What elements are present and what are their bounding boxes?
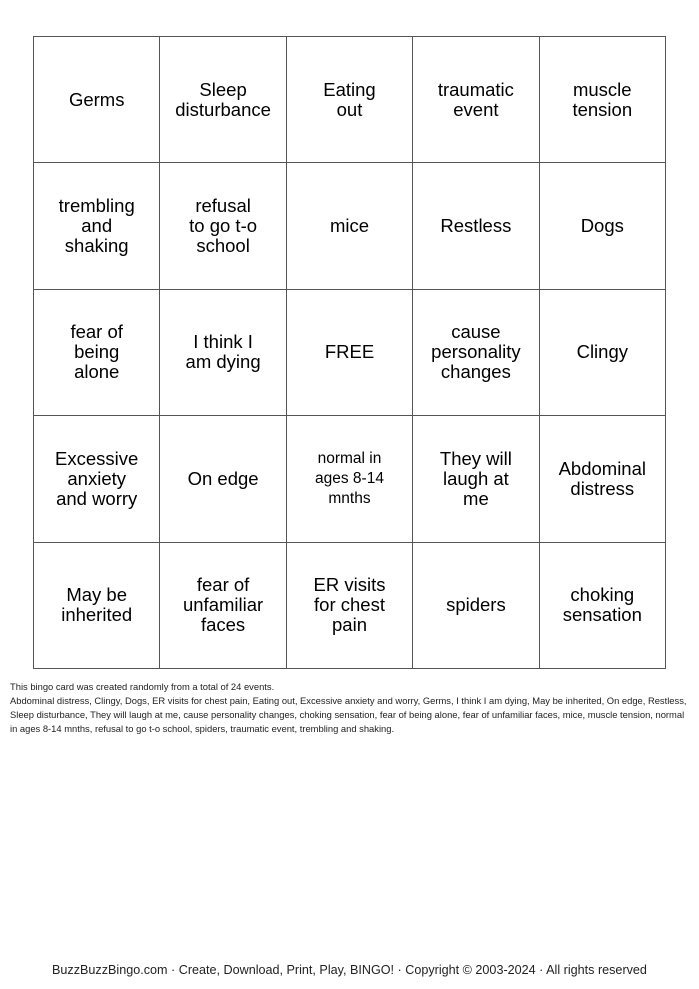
- bingo-cell: normal in ages 8-14 mnths: [287, 416, 413, 542]
- bingo-cell: I think I am dying: [160, 290, 286, 416]
- bingo-free-cell: FREE: [287, 290, 413, 416]
- bingo-cell: Excessive anxiety and worry: [34, 416, 160, 542]
- bingo-cell: Abdominal distress: [540, 416, 666, 542]
- bingo-cell: cause personality changes: [413, 290, 539, 416]
- bingo-cell: refusal to go t-o school: [160, 163, 286, 289]
- bingo-cell: Sleep disturbance: [160, 37, 286, 163]
- bingo-cell: Eating out: [287, 37, 413, 163]
- bingo-cell: mice: [287, 163, 413, 289]
- bingo-cell: Clingy: [540, 290, 666, 416]
- bingo-cell: fear of unfamiliar faces: [160, 543, 286, 669]
- note-event-list: Abdominal distress, Clingy, Dogs, ER visits for chest pain, Eating out, Excessive anxiety and worry, Germs, I think I am dying, May be inherited, On edge, Restless, Sleep disturbance, They will laugh at me, cause personality changes, choking sensation, fear of being alone, fear of unfamiliar faces, mice, muscle tension, normal in ages 8-14 mnths, refusal to go t-o school, spiders, traumatic event, trembling and shaking.: [10, 695, 687, 734]
- bingo-cell: Dogs: [540, 163, 666, 289]
- bingo-cell: choking sensation: [540, 543, 666, 669]
- bingo-cell: Germs: [34, 37, 160, 163]
- bingo-cell: fear of being alone: [34, 290, 160, 416]
- bingo-cell: On edge: [160, 416, 286, 542]
- bingo-cell: May be inherited: [34, 543, 160, 669]
- bingo-cell: muscle tension: [540, 37, 666, 163]
- bingo-cell: They will laugh at me: [413, 416, 539, 542]
- bingo-cell: spiders: [413, 543, 539, 669]
- page-footer: BuzzBuzzBingo.com · Create, Download, Print, Play, BINGO! · Copyright © 2003-2024 · All rights reserved: [52, 963, 647, 977]
- bingo-cell: Restless: [413, 163, 539, 289]
- event-list-note: [10, 680, 690, 736]
- bingo-cell: trembling and shaking: [34, 163, 160, 289]
- bingo-cell: traumatic event: [413, 37, 539, 163]
- note-summary: This bingo card was created randomly from a total of 24 events.: [10, 681, 275, 692]
- bingo-cell: ER visits for chest pain: [287, 543, 413, 669]
- bingo-card: [33, 36, 666, 669]
